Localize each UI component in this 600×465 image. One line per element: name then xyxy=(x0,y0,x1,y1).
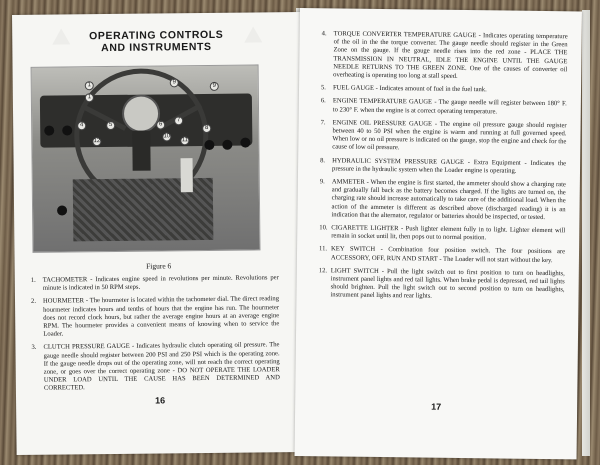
pedal xyxy=(181,158,193,192)
title-line-1: OPERATING CONTROLS xyxy=(89,28,224,43)
figure-callout: 5 xyxy=(106,121,115,130)
control-knob xyxy=(62,125,72,135)
item-text: - When the engine is first started, the ammeter should show a charging rate and gradually fall back as the battery becomes charged. If the lights are turned on, the charging rate should increase automatically to take care of the additional load. When the action of the ammeter is different as described above (discharged reading) it is an indication that the alternator, regulator or batteries should be inspected, or tested. xyxy=(331,178,566,221)
item-heading: TACHOMETER xyxy=(42,276,88,284)
list-item: 4. TORQUE CONVERTER TEMPERATURE GAUGE - Indicates operating temperature of the oil in the the torque converter. The gauge needle should register in the Green Zone on the gauge. If the gauge needle rises into the red zone - PLACE THE TRANSMISSION IN NEUTRAL, IDLE THE ENGINE UNTIL THE GAUGE NEEDLE RETURNS TO THE GREEN ZONE. One of the causes of converter oil overheating is operating too long at stall speed. xyxy=(321,30,568,80)
item-heading: ENGINE OIL PRESSURE GAUGE xyxy=(332,119,433,128)
item-heading: KEY SWITCH xyxy=(331,245,376,254)
steering-hub xyxy=(122,94,160,132)
list-item: 8. HYDRAULIC SYSTEM PRESSURE GAUGE - Extra Equipment - Indicates the pressure in the hydraulic system when the Loader engine is operating. xyxy=(320,156,567,175)
control-knob xyxy=(240,138,250,148)
item-heading: LIGHT SWITCH xyxy=(330,267,379,275)
control-knob xyxy=(57,205,67,215)
page-title xyxy=(12,28,300,55)
figure-callout: 6 xyxy=(156,120,165,129)
item-text: - The hourmeter is located within the tachometer dial. The direct reading hourmeter indicates hours and tenths of hours that the engine has run. The hourmeter does not record clock hours, but rather the average engine hours at an average engine RPM. The hourmeter provides a convenient means of knowing when to service the Loader. xyxy=(43,295,280,338)
page-number: 16 xyxy=(154,395,166,406)
figure-callout: 12 xyxy=(92,137,101,146)
control-knob xyxy=(204,140,214,150)
figure-callout: 1 xyxy=(85,81,94,90)
list-item: 10. CIGARETTE LIGHTER - Push lighter element fully in to light. Lighter element will remain in socket until lit, then pops out to normal position. xyxy=(319,224,566,242)
page-edges xyxy=(582,10,590,456)
page-number: 17 xyxy=(431,401,442,412)
figure-callout: 8 xyxy=(202,124,211,133)
figure-callout: 9 xyxy=(170,78,179,87)
figure-caption: Figure 6 xyxy=(145,261,172,271)
instrument-list xyxy=(318,30,567,308)
figure-callout: 11 xyxy=(180,136,189,145)
list-item: 5. FUEL GAUGE - Indicates amount of fuel in the fuel tank. xyxy=(320,84,487,94)
figure-callout: 9 xyxy=(210,82,219,91)
control-knob xyxy=(222,140,232,150)
title-line-2: AND INSTRUMENTS xyxy=(101,40,212,55)
item-heading: AMMETER xyxy=(331,178,365,186)
item-heading: HYDRAULIC SYSTEM PRESSURE GAUGE xyxy=(332,157,465,166)
item-text: - Indicates operating temperature of the oil in the the torque converter. The gauge needle should register in the Green Zone on the gauge. If the gauge needle rises into the red zone - PLACE THE TRANSMISSION IN NEUTRAL, IDLE THE ENGINE UNTIL THE GAUGE NEEDLE RETURNS TO THE GREEN ZONE. One of the causes of converter oil overheating is operating too long at stall speed. xyxy=(333,32,568,80)
item-text: - Indicates hydraulic clutch operating oil pressure. The gauge needle should register between 200 PSI and 250 PSI which is the operating zone. If the gauge needle drops out of the operating zone, will not reach the correct operating zone, or goes over the correct operating zone - DO NOT OPERATE THE LOADER UNDER LOAD UNTIL THE CAUSE HAS BEEN DETERMINED AND CORRECTED. xyxy=(43,341,280,393)
figure-callout: 10 xyxy=(162,132,171,141)
item-text: - The gauge needle will register between 180° F. to 230° F. when the engine is at correct operating temperature. xyxy=(332,99,567,116)
item-heading: CLUTCH PRESSURE GAUGE xyxy=(43,343,130,352)
item-heading: TORQUE CONVERTER TEMPERATURE GAUGE xyxy=(333,30,477,40)
item-heading: HOURMETER xyxy=(42,297,85,306)
right-page xyxy=(295,8,582,459)
figure-callout: 1 xyxy=(85,93,94,102)
figure-callout: 4 xyxy=(77,121,86,130)
list-item: 3. CLUTCH PRESSURE GAUGE - Indicates hydraulic clutch operating oil pressure. The gauge needle should register between 200 PSI and 250 PSI which is the operating zone. If the gauge needle drops out of the operating zone, will not reach the correct operating zone, or goes over the correct operating zone - DO NOT OPERATE THE LOADER UNDER LOAD UNTIL THE CAUSE HAS BEEN DETERMINED AND CORRECTED. xyxy=(31,341,280,393)
steering-column xyxy=(132,131,150,171)
list-item: 9. AMMETER - When the engine is first started, the ammeter should show a charging rate and gradually fall back as the battery becomes charged. If the lights are turned on, the charging rate should increase automatically to take care of the additional load. When the action of the ammeter is different as described above (discharged reading) it is an indication that the alternator, regulator or batteries should be inspected, or tested. xyxy=(319,178,566,221)
item-text: - Indicates amount of fuel in the fuel tank. xyxy=(373,85,487,94)
item-text: - Pull the light switch out to first position to turn on headlights, instrument panel lights and red tail lights. When brake pedal is depressed, red tail lights should brighten. Pull the light switch out to second position to turn on headlights, instrument panel lights and rear lights. xyxy=(330,267,565,301)
item-heading: FUEL GAUGE xyxy=(332,84,375,93)
list-item: 11. KEY SWITCH - Combination four position switch. The four positions are ACCESSORY, OFF, RUN AND START - The Loader will not start without the key. xyxy=(319,245,566,264)
control-knob xyxy=(44,126,54,136)
item-text: - Indicates engine speed in revolutions per minute. Revolutions per minute is indicated in 50 RPM steps. xyxy=(42,274,279,292)
item-heading: CIGARETTE LIGHTER xyxy=(331,224,399,233)
item-text: - Extra Equipment - Indicates the pressure in the hydraulic system when the Loader engine is operating. xyxy=(331,158,567,175)
list-item: 1. TACHOMETER - Indicates engine speed in revolutions per minute. Revolutions per minute is indicated in 50 RPM steps. xyxy=(30,274,279,292)
item-text: - The engine oil pressure gauge should register between 40 to 50 PSI when the engine is warm and running at full governed speed. When low or no oil pressure is indicated on the gauge, stop the engine and check for the cause of low oil pressure. xyxy=(332,120,567,152)
left-page xyxy=(12,12,305,455)
list-item: 2. HOURMETER - The hourmeter is located within the tachometer dial. The direct reading hourmeter indicates hours and tenths of hours that the engine has run. The hourmeter does not record clock hours, but rather the average engine hours at an average engine RPM. The hourmeter provides a convenient means of knowing when to service the Loader. xyxy=(30,295,280,338)
list-item: 7. ENGINE OIL PRESSURE GAUGE - The engine oil pressure gauge should register between 40 to 50 PSI when the engine is warm and running at full governed speed. When low or no oil pressure is indicated on the gauge, stop the engine and check for the cause of low oil pressure. xyxy=(320,119,567,152)
instrument-list xyxy=(31,274,280,398)
item-text: - Combination four position switch. The four positions are ACCESSORY, OFF, RUN AND START - The Loader will not start without the key. xyxy=(330,246,566,264)
item-text: - Push lighter element fully in to light. Lighter element will remain in socket until lit, then pops out to normal position. xyxy=(331,225,566,242)
figure-callout: 7 xyxy=(174,116,183,125)
list-item: 12. LIGHT SWITCH - Pull the light switch out to first position to turn on headlights, instrument panel lights and red tail lights. When brake pedal is depressed, red tail lights should brighten. Pull the light switch out to second position to turn on headlights, instrument panel lights and rear lights. xyxy=(318,267,565,301)
list-item: 6. ENGINE TEMPERATURE GAUGE - The gauge needle will register between 180° F. to 230° F. when the engine is at correct operating temperature. xyxy=(320,97,567,116)
figure-6-dashboard-photo xyxy=(31,64,261,252)
item-heading: ENGINE TEMPERATURE GAUGE xyxy=(332,97,433,107)
